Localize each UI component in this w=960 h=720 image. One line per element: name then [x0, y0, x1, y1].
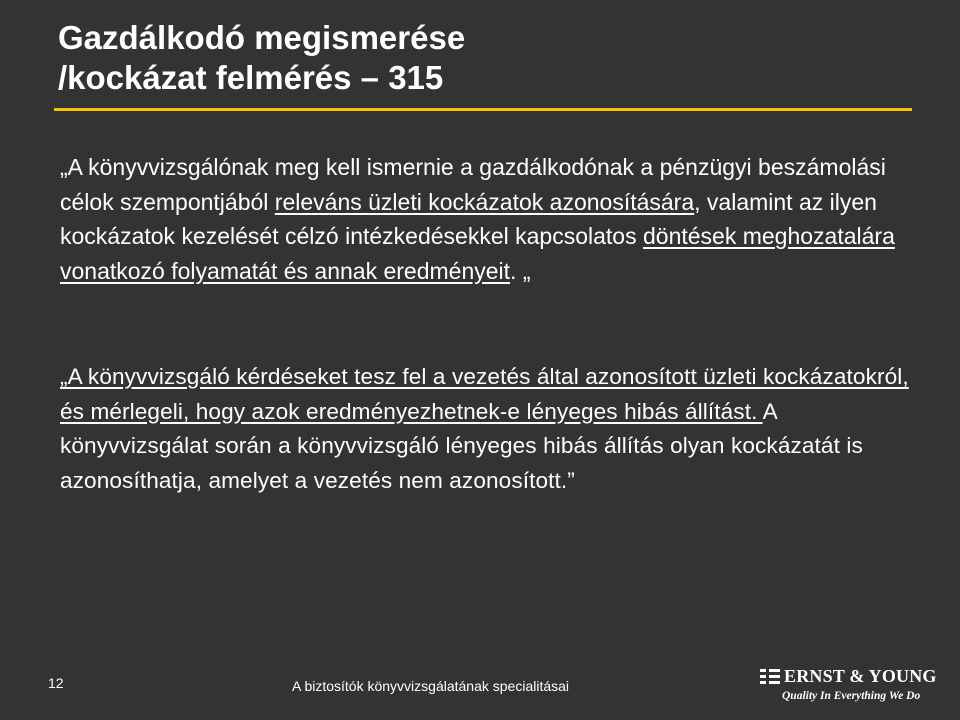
- title-line-2: /kockázat felmérés – 315: [58, 59, 444, 96]
- footer-text: A biztosítók könyvvizsgálatának specialitásai: [292, 678, 570, 694]
- logo-name: ERNST & YOUNG: [784, 666, 937, 686]
- p1-text-3: . „: [510, 257, 531, 284]
- ernst-young-logo: [760, 664, 937, 708]
- paragraph-2: [60, 360, 930, 498]
- p2-underlined-1: „A könyvvizsgáló kérdéseket tesz fel a vezetés által azonosított üzleti kockázatokról, és mérlegeli, hogy azok eredményezhetnek-e lényeges hibás állítást.: [60, 364, 909, 424]
- slide-title: [58, 18, 918, 98]
- paragraph-1: [60, 150, 930, 288]
- title-divider: [54, 108, 912, 111]
- p1-underlined-1: releváns üzleti kockázatok azonosítására: [274, 188, 695, 215]
- p2-text-1: A könyvvizsgálat során a könyvvizsgáló lényeges hibás állítás olyan kockázatát is azonosíthatja, amelyet a vezetés nem azonosított.”: [60, 398, 863, 493]
- logo-tagline: Quality In Everything We Do: [782, 690, 921, 702]
- ey-mark-icon: [760, 668, 780, 686]
- page-number: 12: [48, 675, 64, 691]
- p1-underlined-2: döntések meghozatalára vonatkozó folyamatát és annak eredményeit: [60, 223, 895, 284]
- p1-text-2: , valamint az ilyen kockázatok kezelését célzó intézkedésekkel kapcsolatos: [60, 188, 877, 249]
- p1-text-1: „A könyvvizsgálónak meg kell ismernie a gazdálkodónak a pénzügyi beszámolási célok szempontjából: [60, 154, 886, 215]
- title-line-1: Gazdálkodó megismerése: [58, 19, 466, 56]
